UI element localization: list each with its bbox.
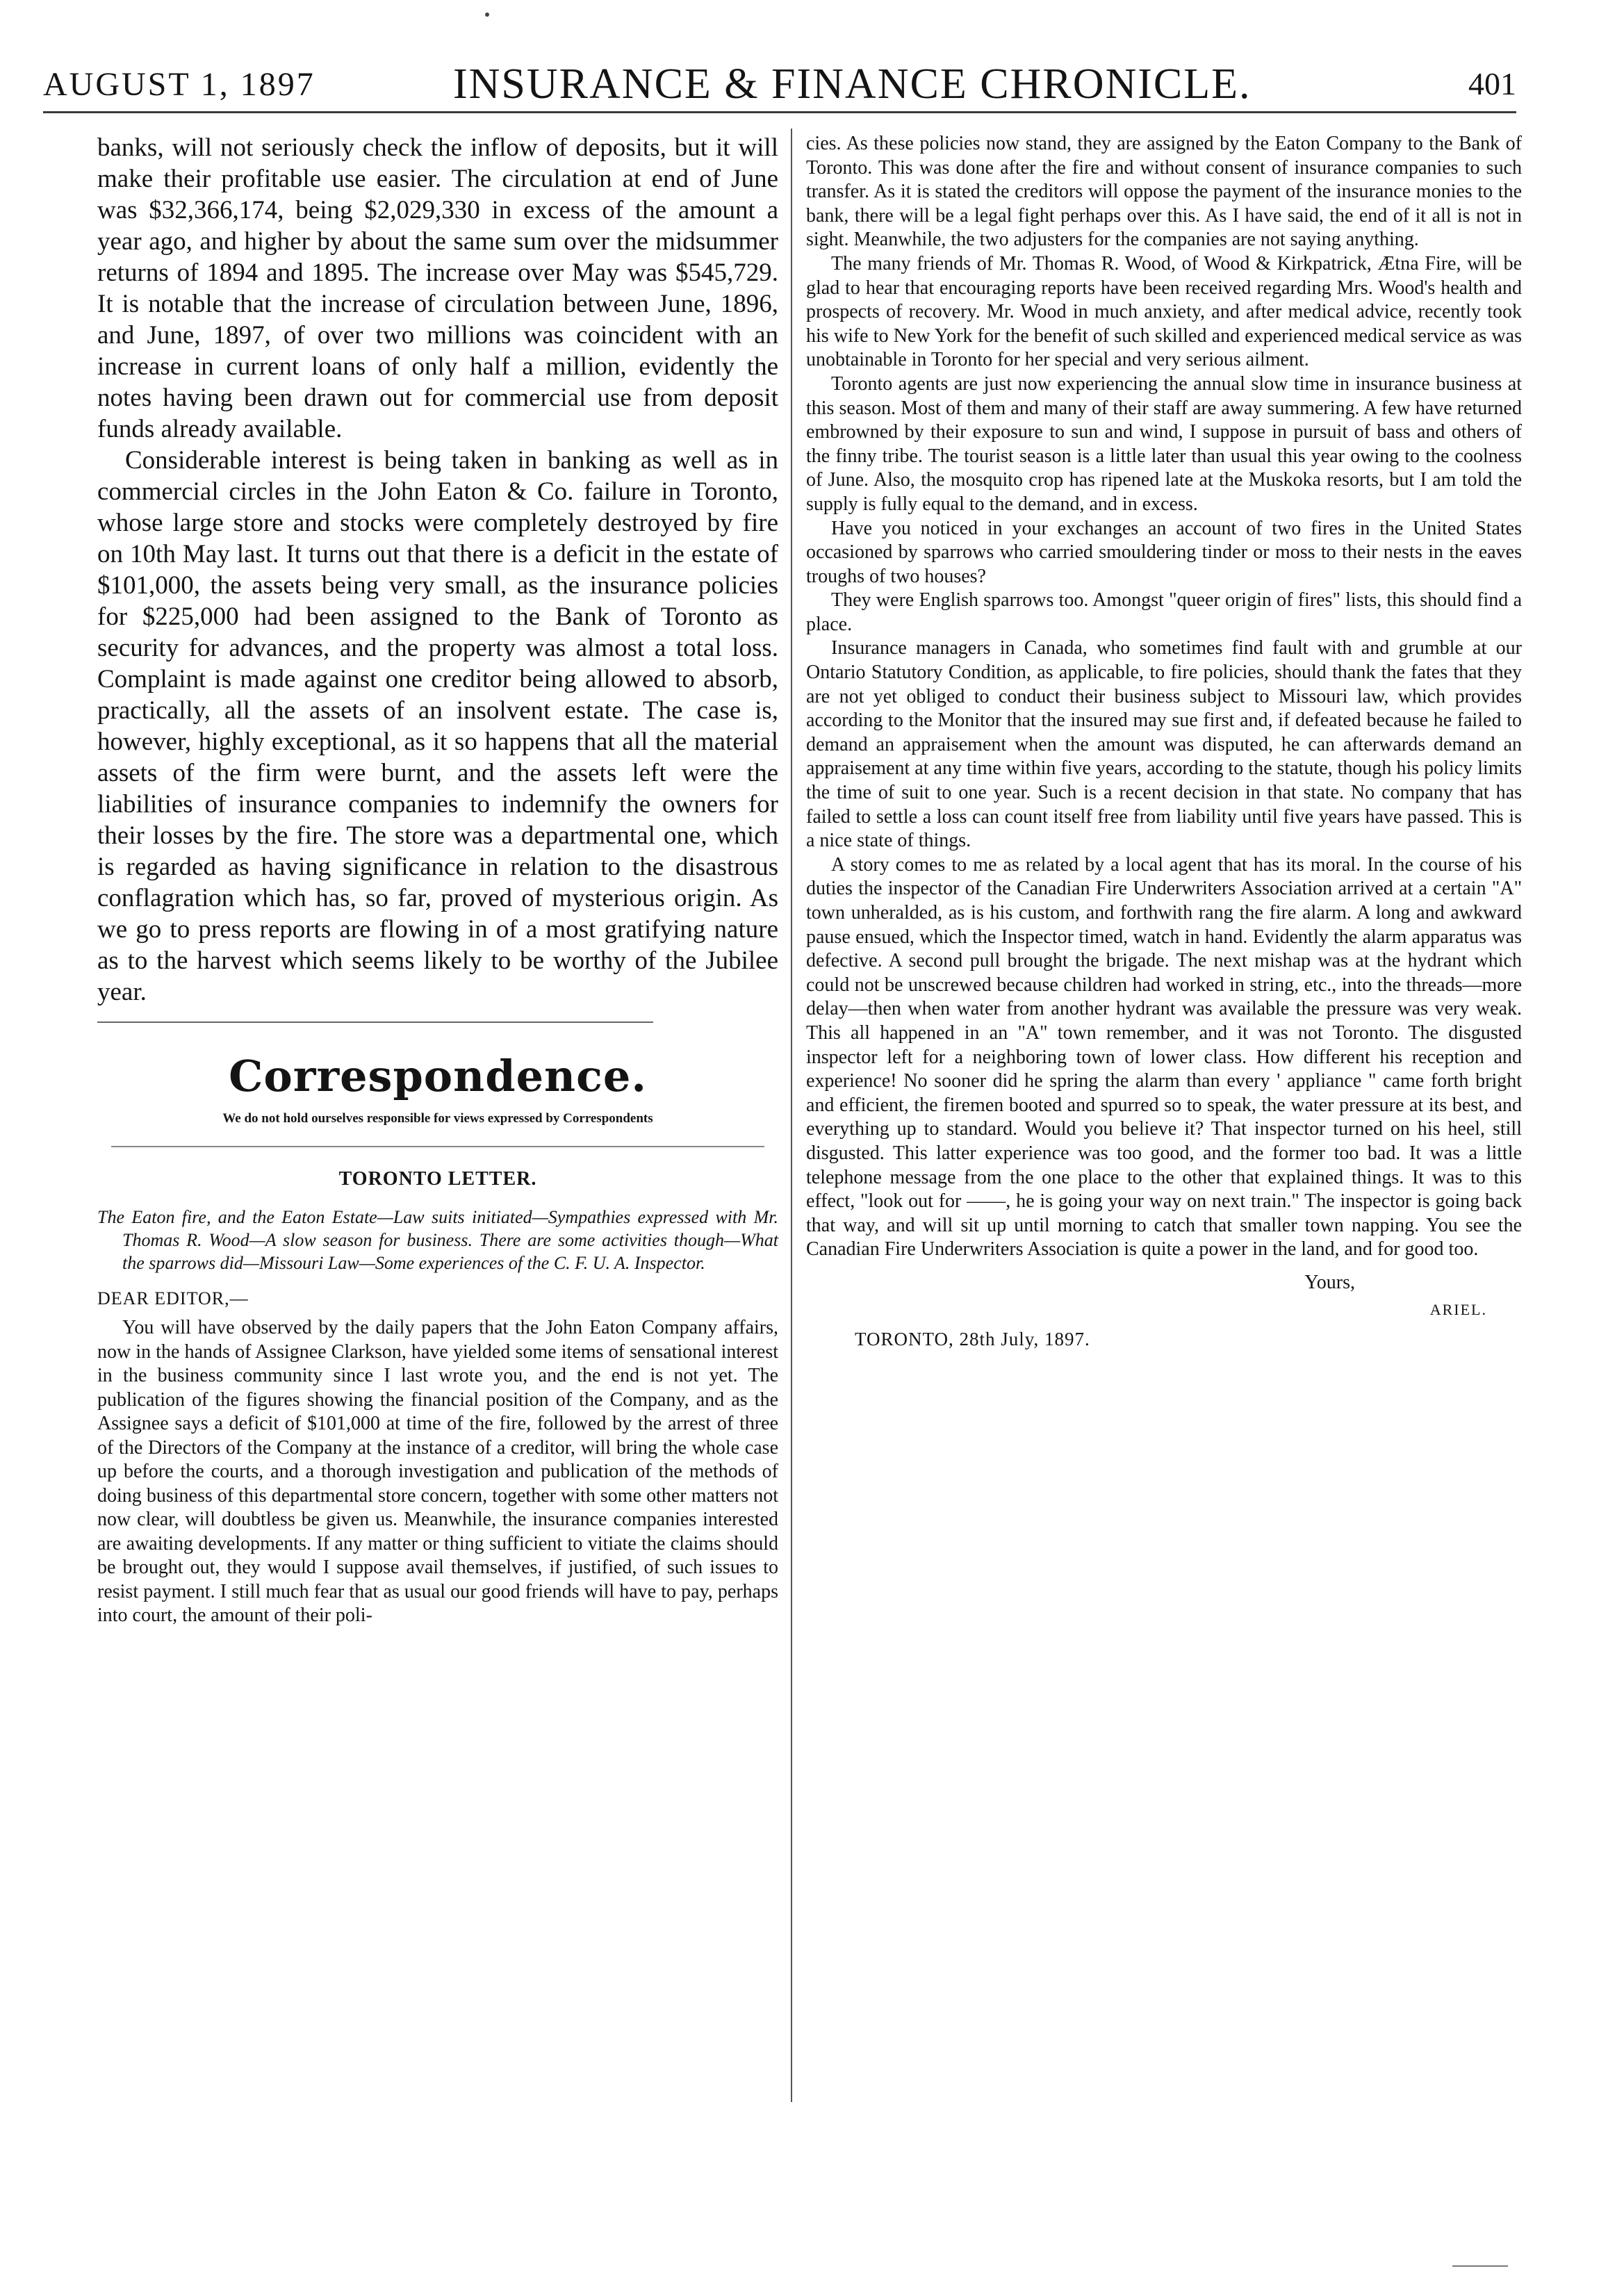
letter-paragraph: They were English sparrows too. Amongst "queer origin of fires" lists, this should find a place. [806,589,1522,635]
correspondence-heading: Correspondence. [229,1051,647,1101]
section-divider [111,1146,764,1147]
letter-paragraph: A story comes to me as related by a local agent that has its moral. In the course of his duties the inspector of the Canadian Fire Underwriters Association arrived at a certain "A" town unheralded, as is his custom, and forthwith rang the fire alarm. A long and awkward pause ensued, which the Inspector timed, watch in hand. Evidently the alarm apparatus was defective. A second pull brought the brigade. The next mishap was at the hydrant which could not be unscrewed because children had worked in string, etc., into the threads—more delay—then when water from another hydrant was available the pressure was very weak. This all happened in an "A" town remember, and it was not Toronto. The disgusted inspector left for a neighboring town of lower class. How different his reception and experience! No sooner did he spring the alarm than every ' appliance " came forth bright and efficient, the firemen booted and spurred so to speak, the water pressure at its best, and everything up to standard. Would you believe it? That inspector turned on his heel, still disgusted. This latter experience was too good, and the former too bad. It was a little telephone message from the one place to the other that explained things. It was to this effect, "look out for ——, he is going your way on next train." The inspector is going back that way, and will sit up until morning to catch that smaller town napping. You see the Canadian Fire Underwriters Association is quite a power in the land, and for good too. [806,853,1522,1261]
letter-paragraph: Have you noticed in your exchanges an account of two fires in the United States occasioned by sparrows who carried smouldering tinder or moss to their nests in the eaves troughs of two houses? [806,517,1522,587]
article-paragraph: banks, will not seriously check the inflow of deposits, but it will make their profitable use easier. The circulation at end of June was $32,366,174, being $2,029,330 in excess of the amount a year ago, and higher by about the same sum over the midsummer returns of 1894 and 1895. The increase over May was $545,729. It is notable that the increase of circulation between June, 1896, and June, 1897, of over two millions was coincident with an increase in current loans of only half a million, evidently the notes having been drawn out for commercial use from deposit funds already available. [97,133,778,443]
letter-closing: Yours, [1304,1271,1355,1293]
issue-date: AUGUST 1, 1897 [43,66,315,103]
right-column [806,132,1522,2251]
letter-synopsis: The Eaton fire, and the Eaton Estate—Law suits initiated—Sympathies expressed with Mr. Thomas R. Wood—A slow season for business. There are some activities though—What the sparrows did—Missouri Law—Some experiences of the C. F. U. A. Inspector. [97,1207,778,1273]
letter-signature: ARIEL. [1429,1300,1487,1318]
article-paragraph: Considerable interest is being taken in banking as well as in commercial circles in the John Eaton & Co. failure in Toronto, whose large store and stocks were completely destroyed by fire on 10th May last. It turns out that there is a deficit in the estate of $101,000, the assets being very small, as the insurance policies for $225,000 had been assigned to the Bank of Toronto as security for advances, and the property was almost a total loss. Complaint is made against one creditor being allowed to absorb, practically, all the assets of an insolvent estate. The case is, however, highly exceptional, as it so happens that all the material assets of the firm were burnt, and the assets left were the liabilities of insurance companies to indemnify the owners for their losses by the fire. The store was a departmental one, which is regarded as having significance in relation to the disastrous conflagration which has, so far, proved of mysterious origin. As we go to press reports are flowing in of a most gratifying nature as to the harvest which seems likely to be worthy of the Jubilee year. [97,446,778,1006]
letter-salutation: DEAR EDITOR,— [97,1288,249,1308]
letter-paragraph: cies. As these policies now stand, they are assigned by the Eaton Company to the Bank of Toronto. This was done after the fire and without consent of insurance companies to such transfer. As it is stated the creditors will oppose the payment of the insurance monies to the bank, there will be a legal fight perhaps over this. As I have said, the end of it all is not in sight. Meanwhile, the two adjusters for the companies are not saying anything. [806,133,1522,251]
letter-title: TORONTO LETTER. [338,1168,537,1190]
header-rule [43,111,1516,113]
letter-paragraph: Insurance managers in Canada, who sometimes find fault with and grumble at our Ontario Statutory Condition, as applicable, to fire policies, should thank the fates that they are not yet obliged to conduct their business subject to Missouri law, which provides according to the Monitor that the insured may sue first and, if defeated because he failed to demand an appraisement when the amount was disputed, he can afterwards demand an appraisement at any time within five years, according to the statute, though his policy limits the time of suit to one year. Such is a recent decision in that state. No company that has failed to settle a loss can count itself free from liability until five years have passed. This is a nice state of things. [806,637,1522,852]
page-header [43,57,1516,106]
correspondence-disclaimer: We do not hold ourselves responsible for views expressed by Correspondents [222,1111,653,1126]
column-divider [791,129,792,2102]
left-column [97,132,778,2251]
page-number: 401 [1468,66,1516,101]
letter-dateline: TORONTO, 28th July, 1897. [855,1328,1090,1349]
letter-paragraph: The many friends of Mr. Thomas R. Wood, of Wood & Kirkpatrick, Ætna Fire, will be glad to hear that encouraging reports have been received regarding Mrs. Wood's health and prospects of recovery. Mr. Wood in much anxiety, and after medical advice, recently took his wife to New York for the benefit of such skilled and experienced medical service as was unobtainable in Toronto for her special and very serious ailment. [806,252,1522,371]
section-divider [97,1021,653,1023]
publication-title: INSURANCE & FINANCE CHRONICLE. [453,60,1252,108]
letter-paragraph: Toronto agents are just now experiencing the annual slow time in insurance business at this season. Most of them and many of their staff are away summering. A few have returned embrowned by their exposure to sun and wind, I suppose in pursuit of bass and others of the finny tribe. The tourist season is a little later than usual this year owing to the coolness of June. Also, the mosquito crop has ripened late at the Muskoka resorts, but I am told the supply is fully equal to the demand, and in excess. [806,372,1522,515]
footer-rule [1452,2265,1508,2267]
letter-paragraph: You will have observed by the daily papers that the John Eaton Company affairs, now in the hands of Assignee Clarkson, have yielded some items of sensational interest in the business community since I last wrote you, and the end is not yet. The publication of the figures showing the financial position of the Company, and as the Assignee says a deficit of $101,000 at time of the fire, followed by the arrest of three of the Directors of the Company at the instance of a creditor, will bring the whole case up before the courts, and a thorough investigation and publication of the methods of doing business of this departmental store concern, together with some other matters not now clear, will doubtless be given us. Meanwhile, the insurance companies interested are awaiting developments. If any matter or thing sufficient to vitiate the claims should be brought out, they would I suppose avail themselves, if justified, of such issues to resist payment. I still much fear that as usual our good friends will have to pay, perhaps into court, the amount of their poli- [97,1317,778,1626]
ink-speck [485,13,489,17]
